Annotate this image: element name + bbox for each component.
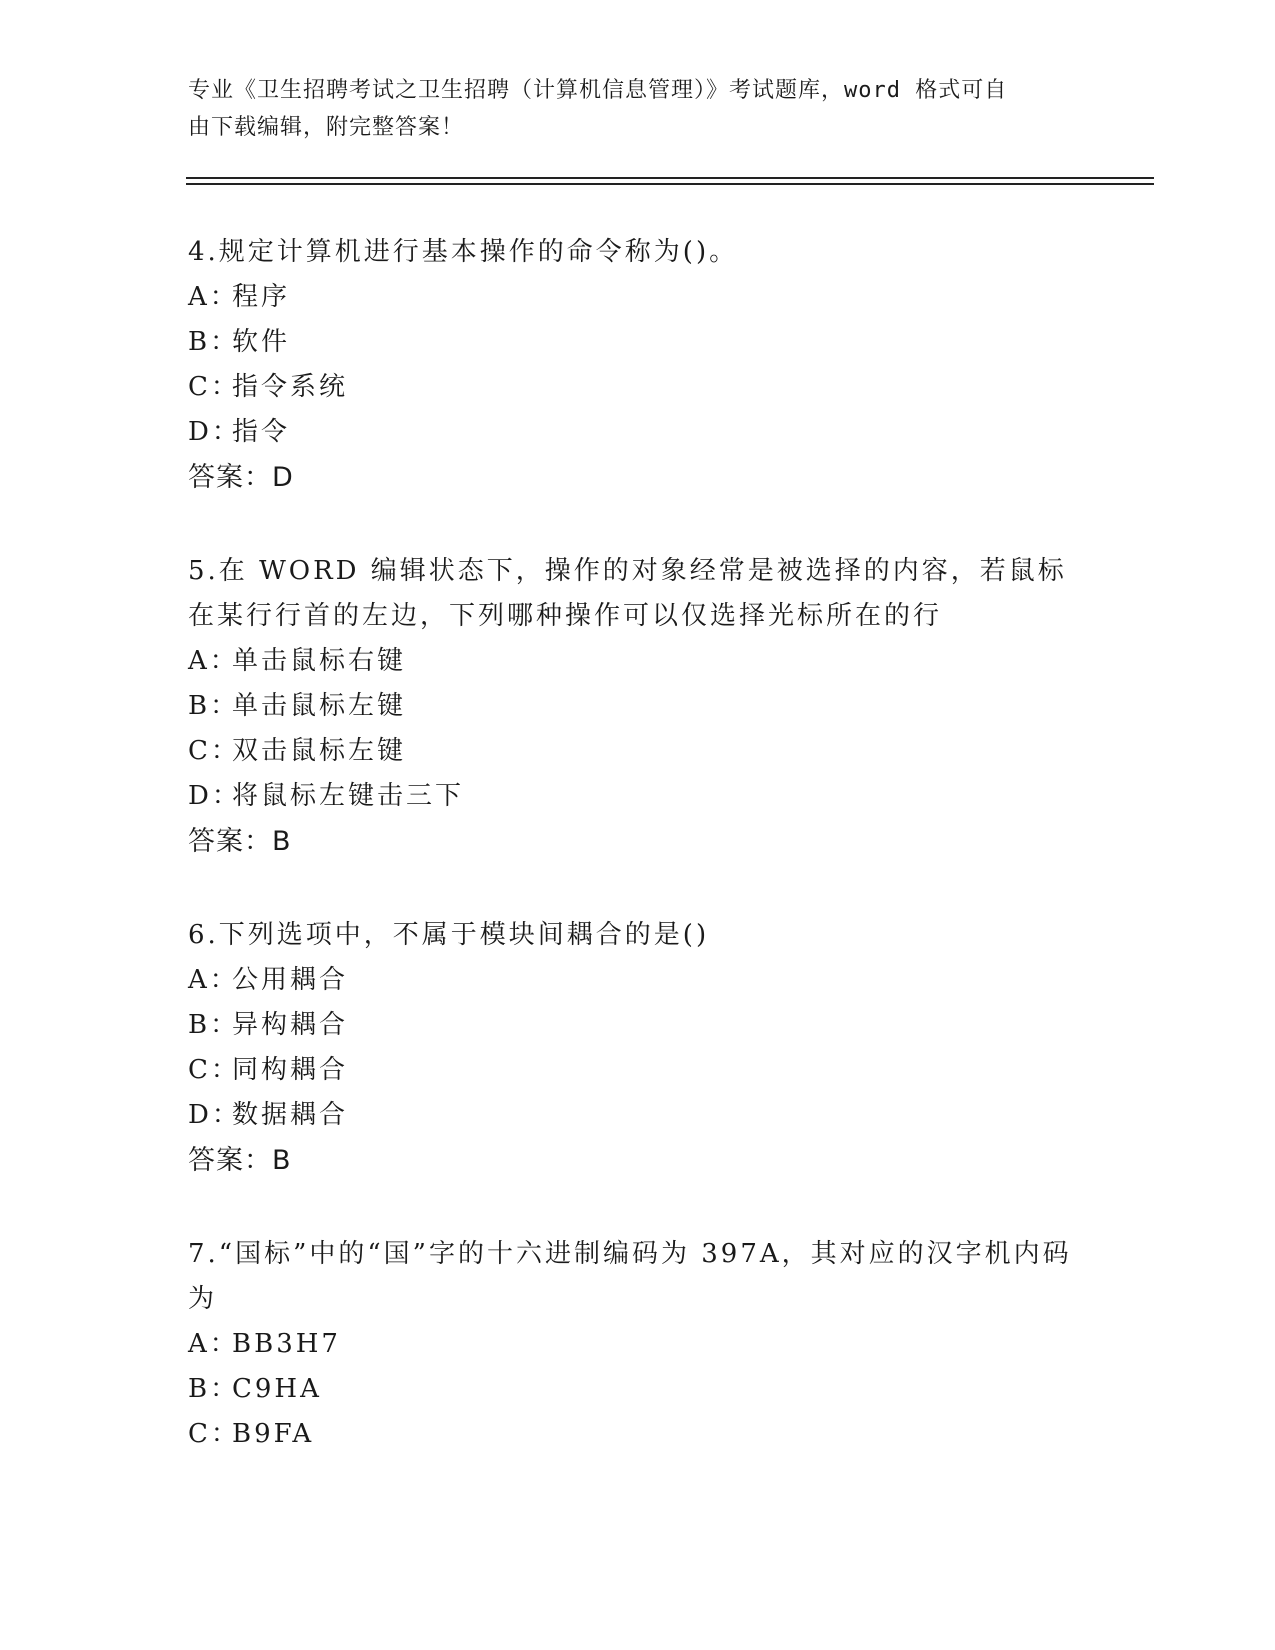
option-text: 双击鼠标左键 — [232, 736, 407, 766]
answer-line: 答案：B — [188, 1145, 292, 1176]
option-text: 异构耦合 — [232, 1010, 349, 1040]
option-text: 将鼠标左键击三下 — [232, 781, 465, 811]
document-header — [188, 72, 1078, 146]
answer-line: 答案：D — [188, 462, 294, 493]
option-key: D： — [188, 1100, 241, 1130]
option-key: B： — [188, 1374, 240, 1404]
option-a — [188, 958, 1088, 1003]
option-b — [188, 320, 1088, 365]
option-text: 软件 — [232, 327, 291, 357]
option-key: A： — [188, 646, 239, 676]
option-b — [188, 1003, 1088, 1048]
header-line-2: 由下载编辑，附完整答案！ — [188, 115, 465, 140]
option-key: B： — [188, 1010, 240, 1040]
answer-line: 答案：B — [188, 826, 292, 857]
option-key: B： — [188, 691, 240, 721]
option-text: BB3H7 — [232, 1329, 341, 1359]
question-5 — [188, 549, 1088, 865]
option-key: C： — [188, 1419, 240, 1449]
option-text: 单击鼠标右键 — [232, 646, 407, 676]
option-c — [188, 729, 1088, 774]
option-d — [188, 410, 1088, 455]
option-text: 同构耦合 — [232, 1055, 349, 1085]
header-line-1: 专业《卫生招聘考试之卫生招聘（计算机信息管理）》考试题库，word 格式可自 — [188, 78, 1008, 103]
option-a — [188, 275, 1088, 320]
option-text: 指令系统 — [232, 372, 349, 402]
option-key: C： — [188, 372, 240, 402]
option-text: 数据耦合 — [232, 1100, 349, 1130]
option-d — [188, 1093, 1088, 1138]
question-stem: 4.规定计算机进行基本操作的命令称为()。 — [188, 237, 739, 267]
header-rule-top — [186, 177, 1154, 179]
question-4 — [188, 230, 1088, 501]
header-rule-bottom — [186, 183, 1154, 185]
question-list — [188, 230, 1088, 1505]
option-text: C9HA — [232, 1374, 322, 1404]
option-b — [188, 684, 1088, 729]
option-d — [188, 774, 1088, 819]
option-text: 公用耦合 — [232, 965, 349, 995]
question-stem: 6.下列选项中，不属于模块间耦合的是() — [188, 920, 710, 950]
question-stem: 5.在 WORD 编辑状态下，操作的对象经常是被选择的内容，若鼠标在某行行首的左边，下列哪种操作可以仅选择光标所在的行 — [188, 556, 1067, 631]
option-text: 单击鼠标左键 — [232, 691, 407, 721]
option-c — [188, 365, 1088, 410]
option-c — [188, 1412, 1088, 1457]
option-text: B9FA — [232, 1419, 315, 1449]
question-7 — [188, 1232, 1088, 1457]
option-key: D： — [188, 417, 241, 447]
option-b — [188, 1367, 1088, 1412]
option-key: A： — [188, 1329, 239, 1359]
option-c — [188, 1048, 1088, 1093]
option-key: C： — [188, 736, 240, 766]
question-stem: 7.“国标”中的“国”字的十六进制编码为 397A，其对应的汉字机内码为 — [188, 1239, 1072, 1314]
option-text: 程序 — [232, 282, 291, 312]
question-6 — [188, 913, 1088, 1184]
option-key: A： — [188, 282, 239, 312]
option-key: D： — [188, 781, 241, 811]
option-a — [188, 1322, 1088, 1367]
option-a — [188, 639, 1088, 684]
option-key: A： — [188, 965, 239, 995]
option-text: 指令 — [232, 417, 291, 447]
option-key: B： — [188, 327, 240, 357]
option-key: C： — [188, 1055, 240, 1085]
